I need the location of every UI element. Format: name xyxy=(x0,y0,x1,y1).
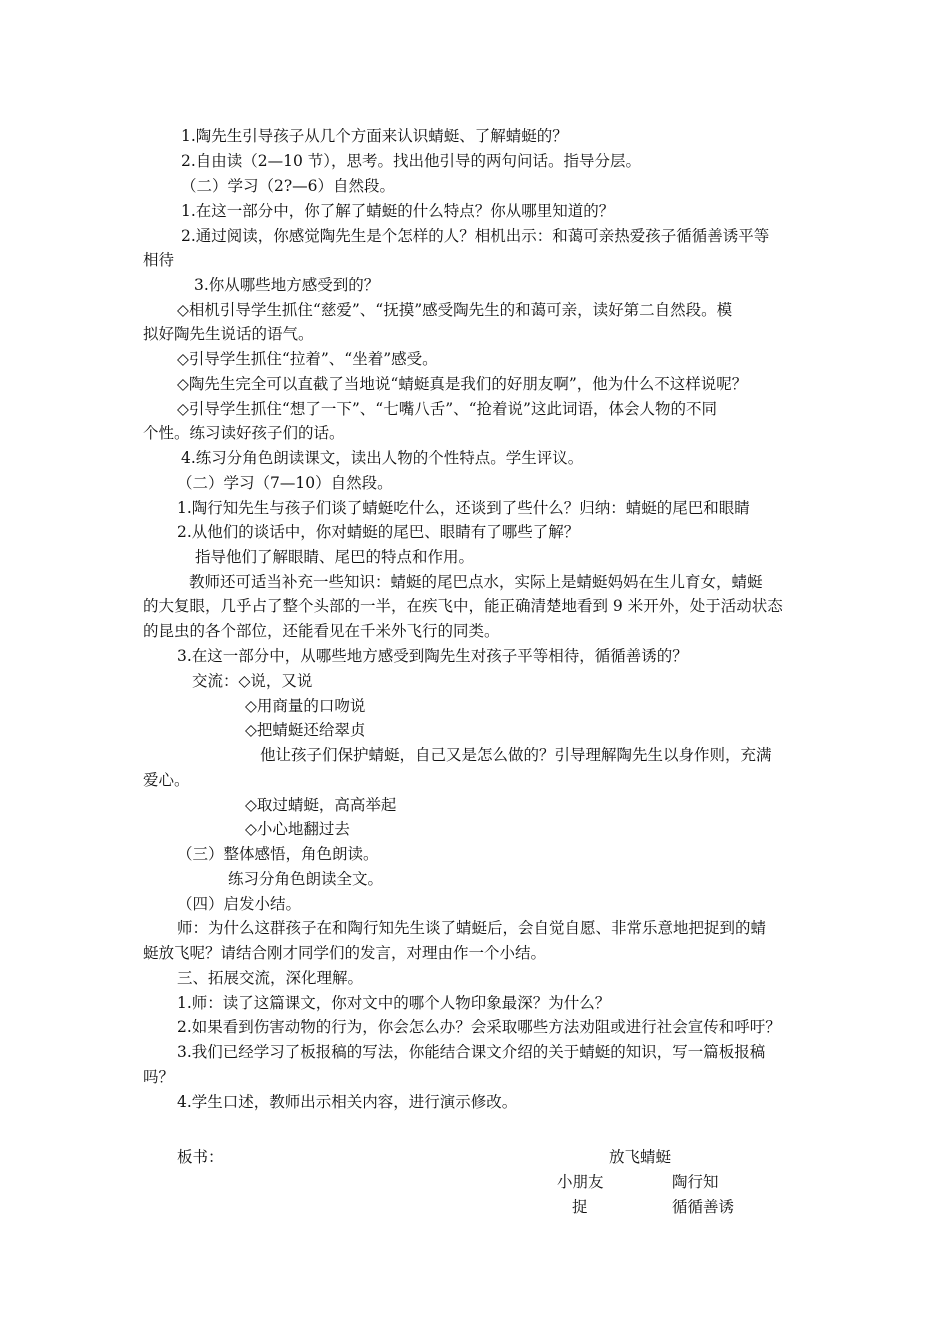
text-line: （二）学习（7—10）自然段。 xyxy=(177,474,393,492)
text-line: 1.师：读了这篇课文，你对文中的哪个人物印象最深？为什么？ xyxy=(177,994,611,1012)
text-line: ◇引导学生抓住“拉着”、“坐着”感受。 xyxy=(177,350,438,368)
text-line: ◇小心地翻过去 xyxy=(245,820,350,838)
text-line: 拟好陶先生说话的语气。 xyxy=(143,325,314,343)
text-line: 4.学生口述，教师出示相关内容，进行演示修改。 xyxy=(177,1093,518,1111)
text-line: 3.在这一部分中，从哪些地方感受到陶先生对孩子平等相待，循循善诱的？ xyxy=(177,647,688,665)
text-line: 爱心。 xyxy=(143,771,190,789)
text-line: 1.陶行知先生与孩子们谈了蜻蜓吃什么，还谈到了些什么？归纳：蜻蜓的尾巴和眼睛 xyxy=(177,499,750,517)
text-line: 练习分角色朗读全文。 xyxy=(228,870,384,888)
board-title: 放飞蜻蜓 xyxy=(609,1148,672,1166)
board-left-2: 捉 xyxy=(572,1198,588,1216)
text-line: 交流：◇说，又说 xyxy=(192,672,313,690)
text-line: 2.如果看到伤害动物的行为，你会怎么办？会采取哪些方法劝阻或进行社会宣传和呼吁？ xyxy=(177,1018,781,1036)
text-line: 2.通过阅读，你感觉陶先生是个怎样的人？相机出示：和蔼可亲热爱孩子循循善诱平等 xyxy=(181,227,770,245)
text-line: 的昆虫的各个部位，还能看见在千米外飞行的同类。 xyxy=(143,622,500,640)
text-line: 相待 xyxy=(143,251,175,269)
text-line: 4.练习分角色朗读课文，读出人物的个性特点。学生评议。 xyxy=(181,449,584,467)
text-line: 教师还可适当补充一些知识：蜻蜓的尾巴点水，实际上是蜻蜓妈妈在生儿育女，蜻蜓 xyxy=(189,573,763,591)
text-line: ◇陶先生完全可以直截了当地说“蜻蜓真是我们的好朋友啊”，他为什么不这样说呢？ xyxy=(177,375,748,393)
board-right-1: 陶行知 xyxy=(672,1173,719,1191)
board-right-2: 循循善诱 xyxy=(672,1198,735,1216)
text-line: （二）学习（2?—6）自然段。 xyxy=(181,177,396,195)
board-left-1: 小朋友 xyxy=(557,1173,604,1191)
text-line: ◇引导学生抓住“想了一下”、“七嘴八舌”、“抢着说”这此词语，体会人物的不同 xyxy=(177,400,717,418)
text-line: 1.在这一部分中，你了解了蜻蜓的什么特点？你从哪里知道的？ xyxy=(181,202,615,220)
text-line: 蜓放飞呢？请结合刚才同学们的发言，对理由作一个小结。 xyxy=(143,944,547,962)
text-line: （四）启发小结。 xyxy=(177,895,302,913)
text-line: 2.自由读（2—10 节），思考。找出他引导的两句问话。指导分层。 xyxy=(181,152,642,170)
text-line: 3.你从哪些地方感受到的？ xyxy=(194,276,380,294)
text-line: ◇把蜻蜓还给翠贞 xyxy=(245,721,366,739)
text-line: 个性。练习读好孩子们的话。 xyxy=(143,424,345,442)
text-line: 3.我们已经学习了板报稿的写法，你能结合课文介绍的关于蜻蜓的知识，写一篇板报稿 xyxy=(177,1043,766,1061)
text-line: 师：为什么这群孩子在和陶行知先生谈了蜻蜓后，会自觉自愿、非常乐意地把捉到的蜻 xyxy=(177,919,767,937)
text-line: ◇用商量的口吻说 xyxy=(245,697,366,715)
board-label: 板书： xyxy=(177,1148,224,1166)
text-line: ◇相机引导学生抓住“慈爱”、“抚摸”感受陶先生的和蔼可亲，读好第二自然段。模 xyxy=(177,301,733,319)
text-line: ◇取过蜻蜓，高高举起 xyxy=(245,796,397,814)
text-line: 指导他们了解眼睛、尾巴的特点和作用。 xyxy=(195,548,475,566)
text-line: 的大复眼，几乎占了整个头部的一半，在疾飞中，能正确清楚地看到 9 米开外，处于活动状态 xyxy=(143,597,783,615)
text-line: 1.陶先生引导孩子从几个方面来认识蜻蜓、了解蜻蜓的？ xyxy=(181,127,568,145)
text-line: 吗？ xyxy=(143,1068,175,1086)
text-line: 三、拓展交流，深化理解。 xyxy=(177,969,364,987)
text-line: （三）整体感悟，角色朗读。 xyxy=(177,845,379,863)
text-line: 他让孩子们保护蜻蜓，自己又是怎么做的？引导理解陶先生以身作则，充满 xyxy=(260,746,772,764)
text-line: 2.从他们的谈话中，你对蜻蜓的尾巴、眼睛有了哪些了解？ xyxy=(177,523,580,541)
